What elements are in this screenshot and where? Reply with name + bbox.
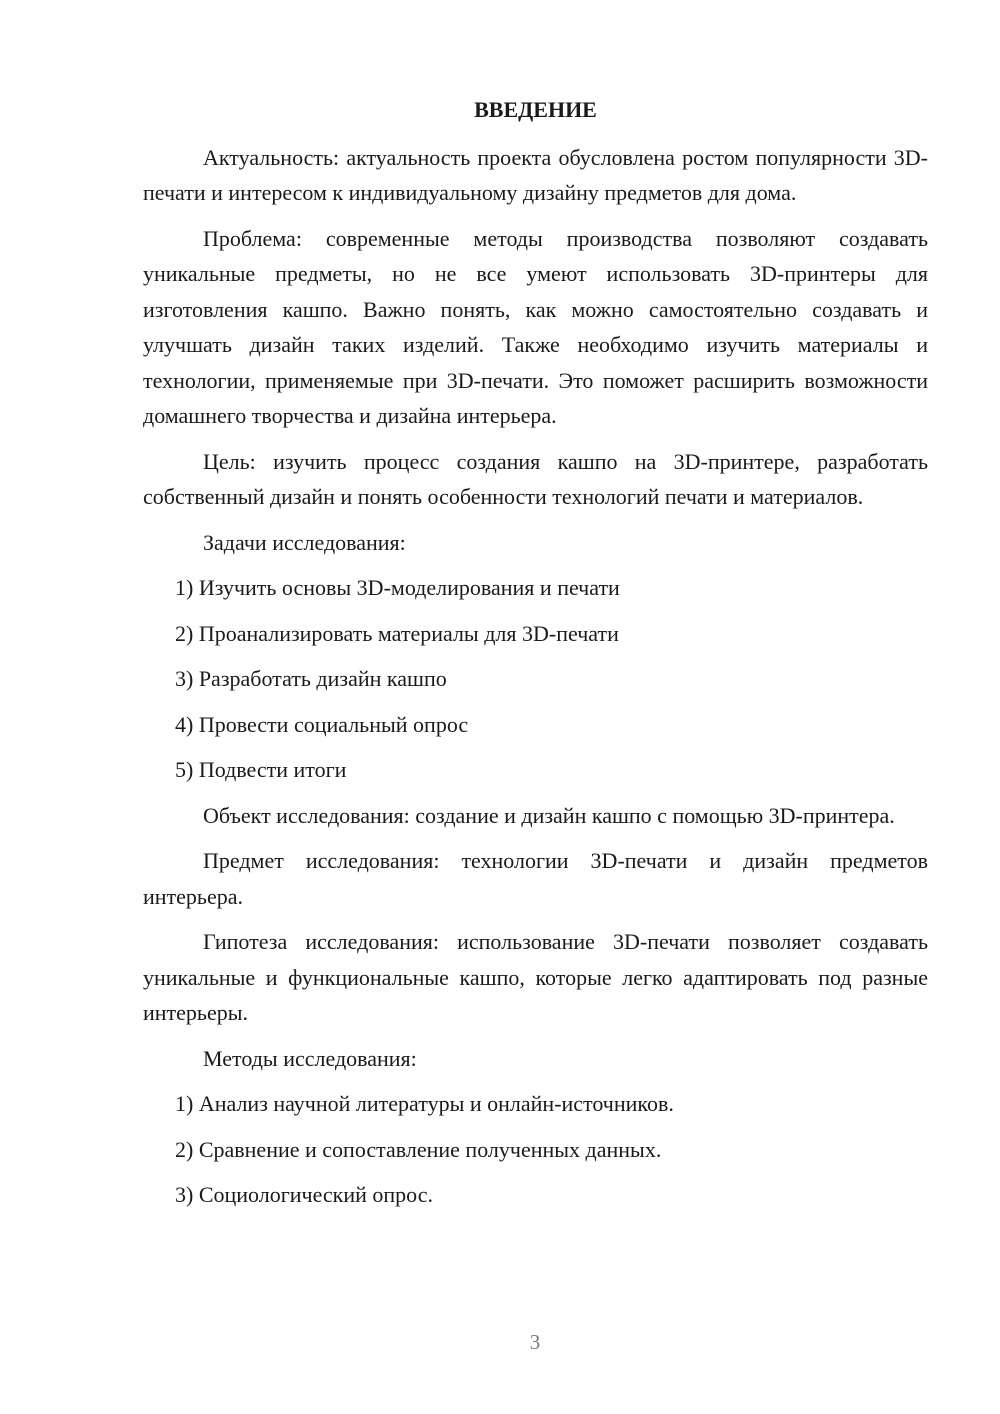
page-number: 3 [529, 1330, 541, 1354]
problem-paragraph: Проблема: современные методы производства позволяют создавать уникальные предметы, но не все умеют использовать 3D-принтеры для изготовления кашпо. Важно понять, как можно самостоятельно создавать и улучшать дизайн таких изделий. Также необходимо изучить материалы и технологии, применяемые при 3D-печати. Это поможет расширить возможности домашнего творчества и дизайна интерьера. [143, 225, 928, 428]
list-item: 4) Провести социальный опрос [175, 711, 469, 737]
methods-list [143, 1086, 928, 1213]
list-item: 1) Анализ научной литературы и онлайн-источников. [175, 1091, 674, 1116]
tasks-list [143, 570, 928, 788]
list-item: 3) Социологический опрос. [175, 1182, 433, 1207]
subject-paragraph: Предмет исследования: технологии 3D-печати и дизайн предметов интерьера. [143, 848, 928, 909]
methods-heading: Методы исследования: [203, 1045, 417, 1071]
list-item: 5) Подвести итоги [175, 757, 347, 782]
list-item: 1) Изучить основы 3D-моделирования и печати [175, 575, 620, 600]
hypothesis-paragraph: Гипотеза исследования: использование 3D-печати позволяет создавать уникальные и функциональные кашпо, которые легко адаптировать под разные интерьеры. [143, 929, 928, 1025]
list-item: 3) Разработать дизайн кашпо [175, 666, 447, 691]
list-item: 2) Сравнение и сопоставление полученных данных. [175, 1136, 662, 1162]
document-page [143, 92, 928, 1223]
object-paragraph: Объект исследования: создание и дизайн кашпо с помощью 3D-принтера. [203, 802, 895, 828]
list-item: 2) Проанализировать материалы для 3D-печати [175, 620, 619, 646]
relevance-paragraph: Актуальность: актуальность проекта обусловлена ростом популярности 3D-печати и интересом к индивидуальному дизайну предметов для дома. [143, 144, 928, 205]
goal-paragraph: Цель: изучить процесс создания кашпо на 3D-принтере, разработать собственный дизайн и понять особенности технологий печати и материалов. [143, 448, 928, 509]
tasks-heading: Задачи исследования: [203, 529, 406, 555]
section-title: ВВЕДЕНИЕ [474, 97, 597, 122]
